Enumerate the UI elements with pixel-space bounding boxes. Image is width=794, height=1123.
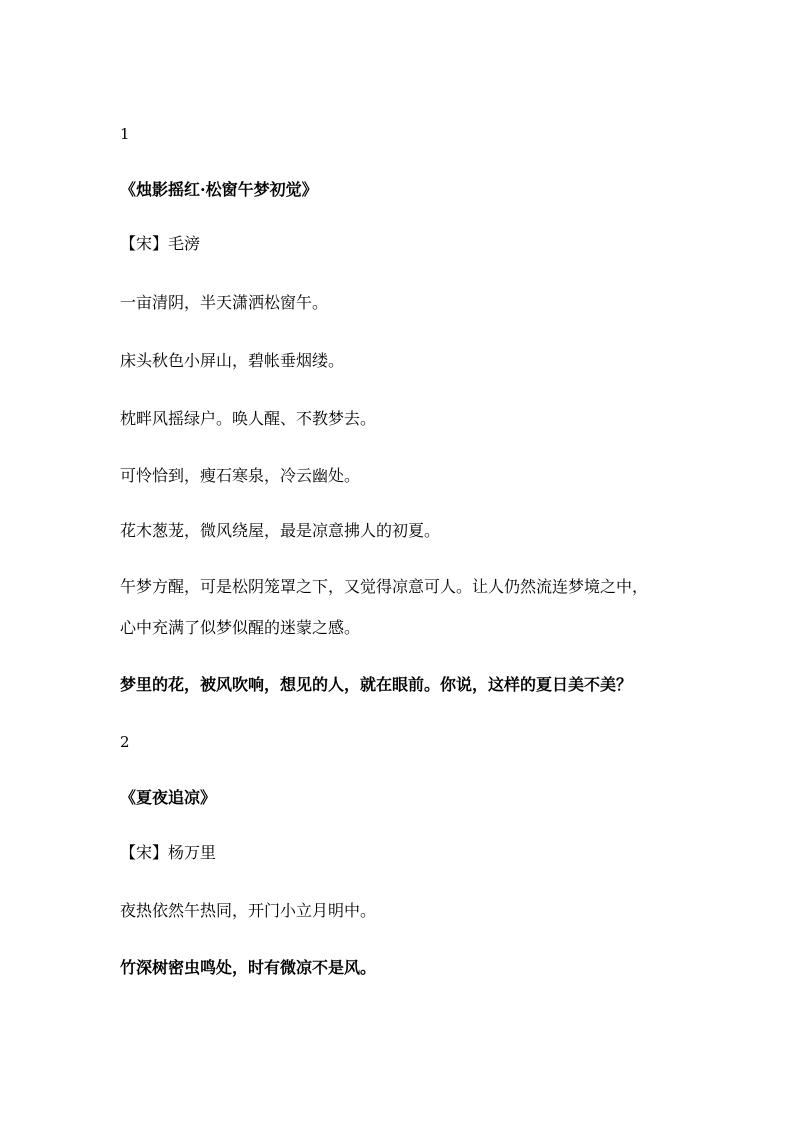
poem-line: 夜热依然午热同，开门小立月明中。 [120,901,377,920]
poem-author: 【宋】杨万里 [120,843,217,862]
highlight-line: 竹深树密虫鸣处，时有微凉不是风。 [120,958,377,977]
poem-line: 可怜恰到，瘦石寒泉，冷云幽处。 [120,466,361,485]
section-number: 1 [120,125,130,143]
poem-line: 枕畔风摇绿户。唤人醒、不教梦去。 [120,409,377,428]
section-number: 2 [120,733,130,751]
commentary-line: 心中充满了似梦似醒的迷蒙之感。 [120,618,361,637]
poem-title: 《夏夜追凉》 [120,788,217,807]
poem-line: 床头秋色小屏山，碧帐垂烟缕。 [120,351,345,370]
highlight-line: 梦里的花，被风吹响，想见的人，就在眼前。你说，这样的夏日美不美？ [120,675,633,694]
poem-author: 【宋】毛滂 [120,234,201,253]
poem-line: 一亩清阴，半天潇洒松窗午。 [120,293,329,312]
poem-title: 《烛影摇红·松窗午梦初觉》 [120,180,318,199]
commentary-line: 花木葱茏，微风绕屋，最是凉意拂人的初夏。 [120,521,441,540]
commentary-line: 午梦方醒，可是松阴笼罩之下，又觉得凉意可人。让人仍然流连梦境之中， [120,577,649,596]
